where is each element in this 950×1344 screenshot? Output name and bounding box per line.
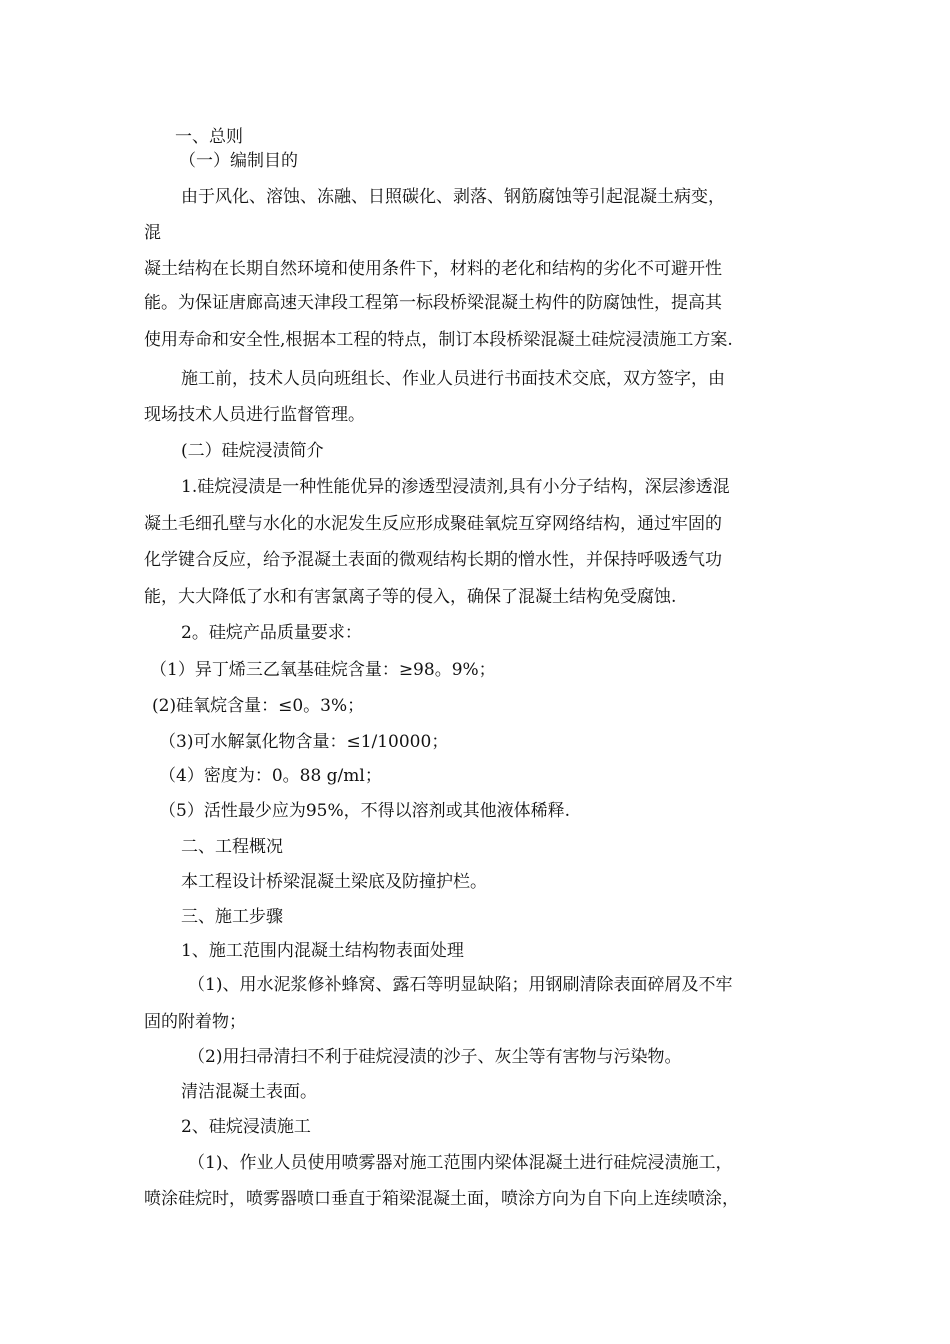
- paragraph-line: 化学键合反应，给予混凝土表面的微观结构长期的憎水性，并保持呼吸透气功: [144, 550, 722, 570]
- paragraph-line: 本工程设计桥梁混凝土梁底及防撞护栏。: [181, 872, 487, 892]
- step-heading: 1、施工范围内混凝土结构物表面处理: [181, 941, 464, 961]
- step-item-line: （2)用扫帚清扫不利于硅烷浸渍的沙子、灰尘等有害物与污染物。: [188, 1047, 682, 1067]
- paragraph-line: 现场技术人员进行监督管理。: [144, 405, 365, 425]
- subsection-heading-purpose: （一）编制目的: [179, 151, 298, 171]
- paragraph-line: 能，大大降低了水和有害氯离子等的侵入，确保了混凝土结构免受腐蚀.: [144, 587, 677, 607]
- step-heading: 2、硅烷浸渍施工: [181, 1117, 311, 1137]
- subsection-heading-intro: (二）硅烷浸渍简介: [181, 441, 324, 461]
- paragraph-line: 凝土毛细孔壁与水化的水泥发生反应形成聚硅氧烷互穿网络结构，通过牢固的: [144, 514, 722, 534]
- paragraph-line: 能。为保证唐廊高速天津段工程第一标段桥梁混凝土构件的防腐蚀性，提高其: [144, 293, 722, 313]
- paragraph-line: 使用寿命和安全性,根据本工程的特点，制订本段桥梁混凝土硅烷浸渍施工方案.: [144, 330, 733, 350]
- step-item-line: （1)、作业人员使用喷雾器对施工范围内梁体混凝土进行硅烷浸渍施工，: [188, 1153, 733, 1173]
- step-item-line: 喷涂硅烷时，喷雾器喷口垂直于箱梁混凝土面，喷涂方向为自下向上连续喷涂，: [144, 1189, 739, 1209]
- section-heading-general: 一、总则: [175, 127, 243, 147]
- requirement-item: （1）异丁烯三乙氧基硅烷含量：≥98。9%；: [150, 660, 496, 680]
- paragraph-line: 混: [144, 223, 161, 243]
- paragraph-line: 由于风化、溶蚀、冻融、日照碳化、剥落、钢筋腐蚀等引起混凝土病变，: [181, 187, 725, 207]
- step-item-line: （1)、用水泥浆修补蜂窝、露石等明显缺陷；用钢刷清除表面碎屑及不牢: [188, 975, 733, 995]
- requirement-item: （3)可水解氯化物含量：≤1/10000；: [159, 732, 449, 752]
- section-heading-overview: 二、工程概况: [181, 837, 283, 857]
- paragraph-line: 凝土结构在长期自然环境和使用条件下，材料的老化和结构的劣化不可避开性: [144, 259, 722, 279]
- paragraph-line: 2。硅烷产品质量要求：: [181, 623, 362, 643]
- requirement-item: (2)硅氧烷含量：≤0。3%；: [152, 696, 365, 716]
- paragraph-line: 施工前，技术人员向班组长、作业人员进行书面技术交底，双方签字，由: [181, 369, 725, 389]
- requirement-item: （4）密度为：0。88 g/ml；: [159, 766, 382, 786]
- requirement-item: （5）活性最少应为95%，不得以溶剂或其他液体稀释.: [159, 801, 571, 821]
- paragraph-line: 1.硅烷浸渍是一种性能优异的渗透型浸渍剂,具有小分子结构，深层渗透混: [181, 477, 730, 497]
- step-item-line: 清洁混凝土表面。: [181, 1082, 317, 1102]
- section-heading-steps: 三、施工步骤: [181, 907, 283, 927]
- step-item-line: 固的附着物；: [144, 1012, 246, 1032]
